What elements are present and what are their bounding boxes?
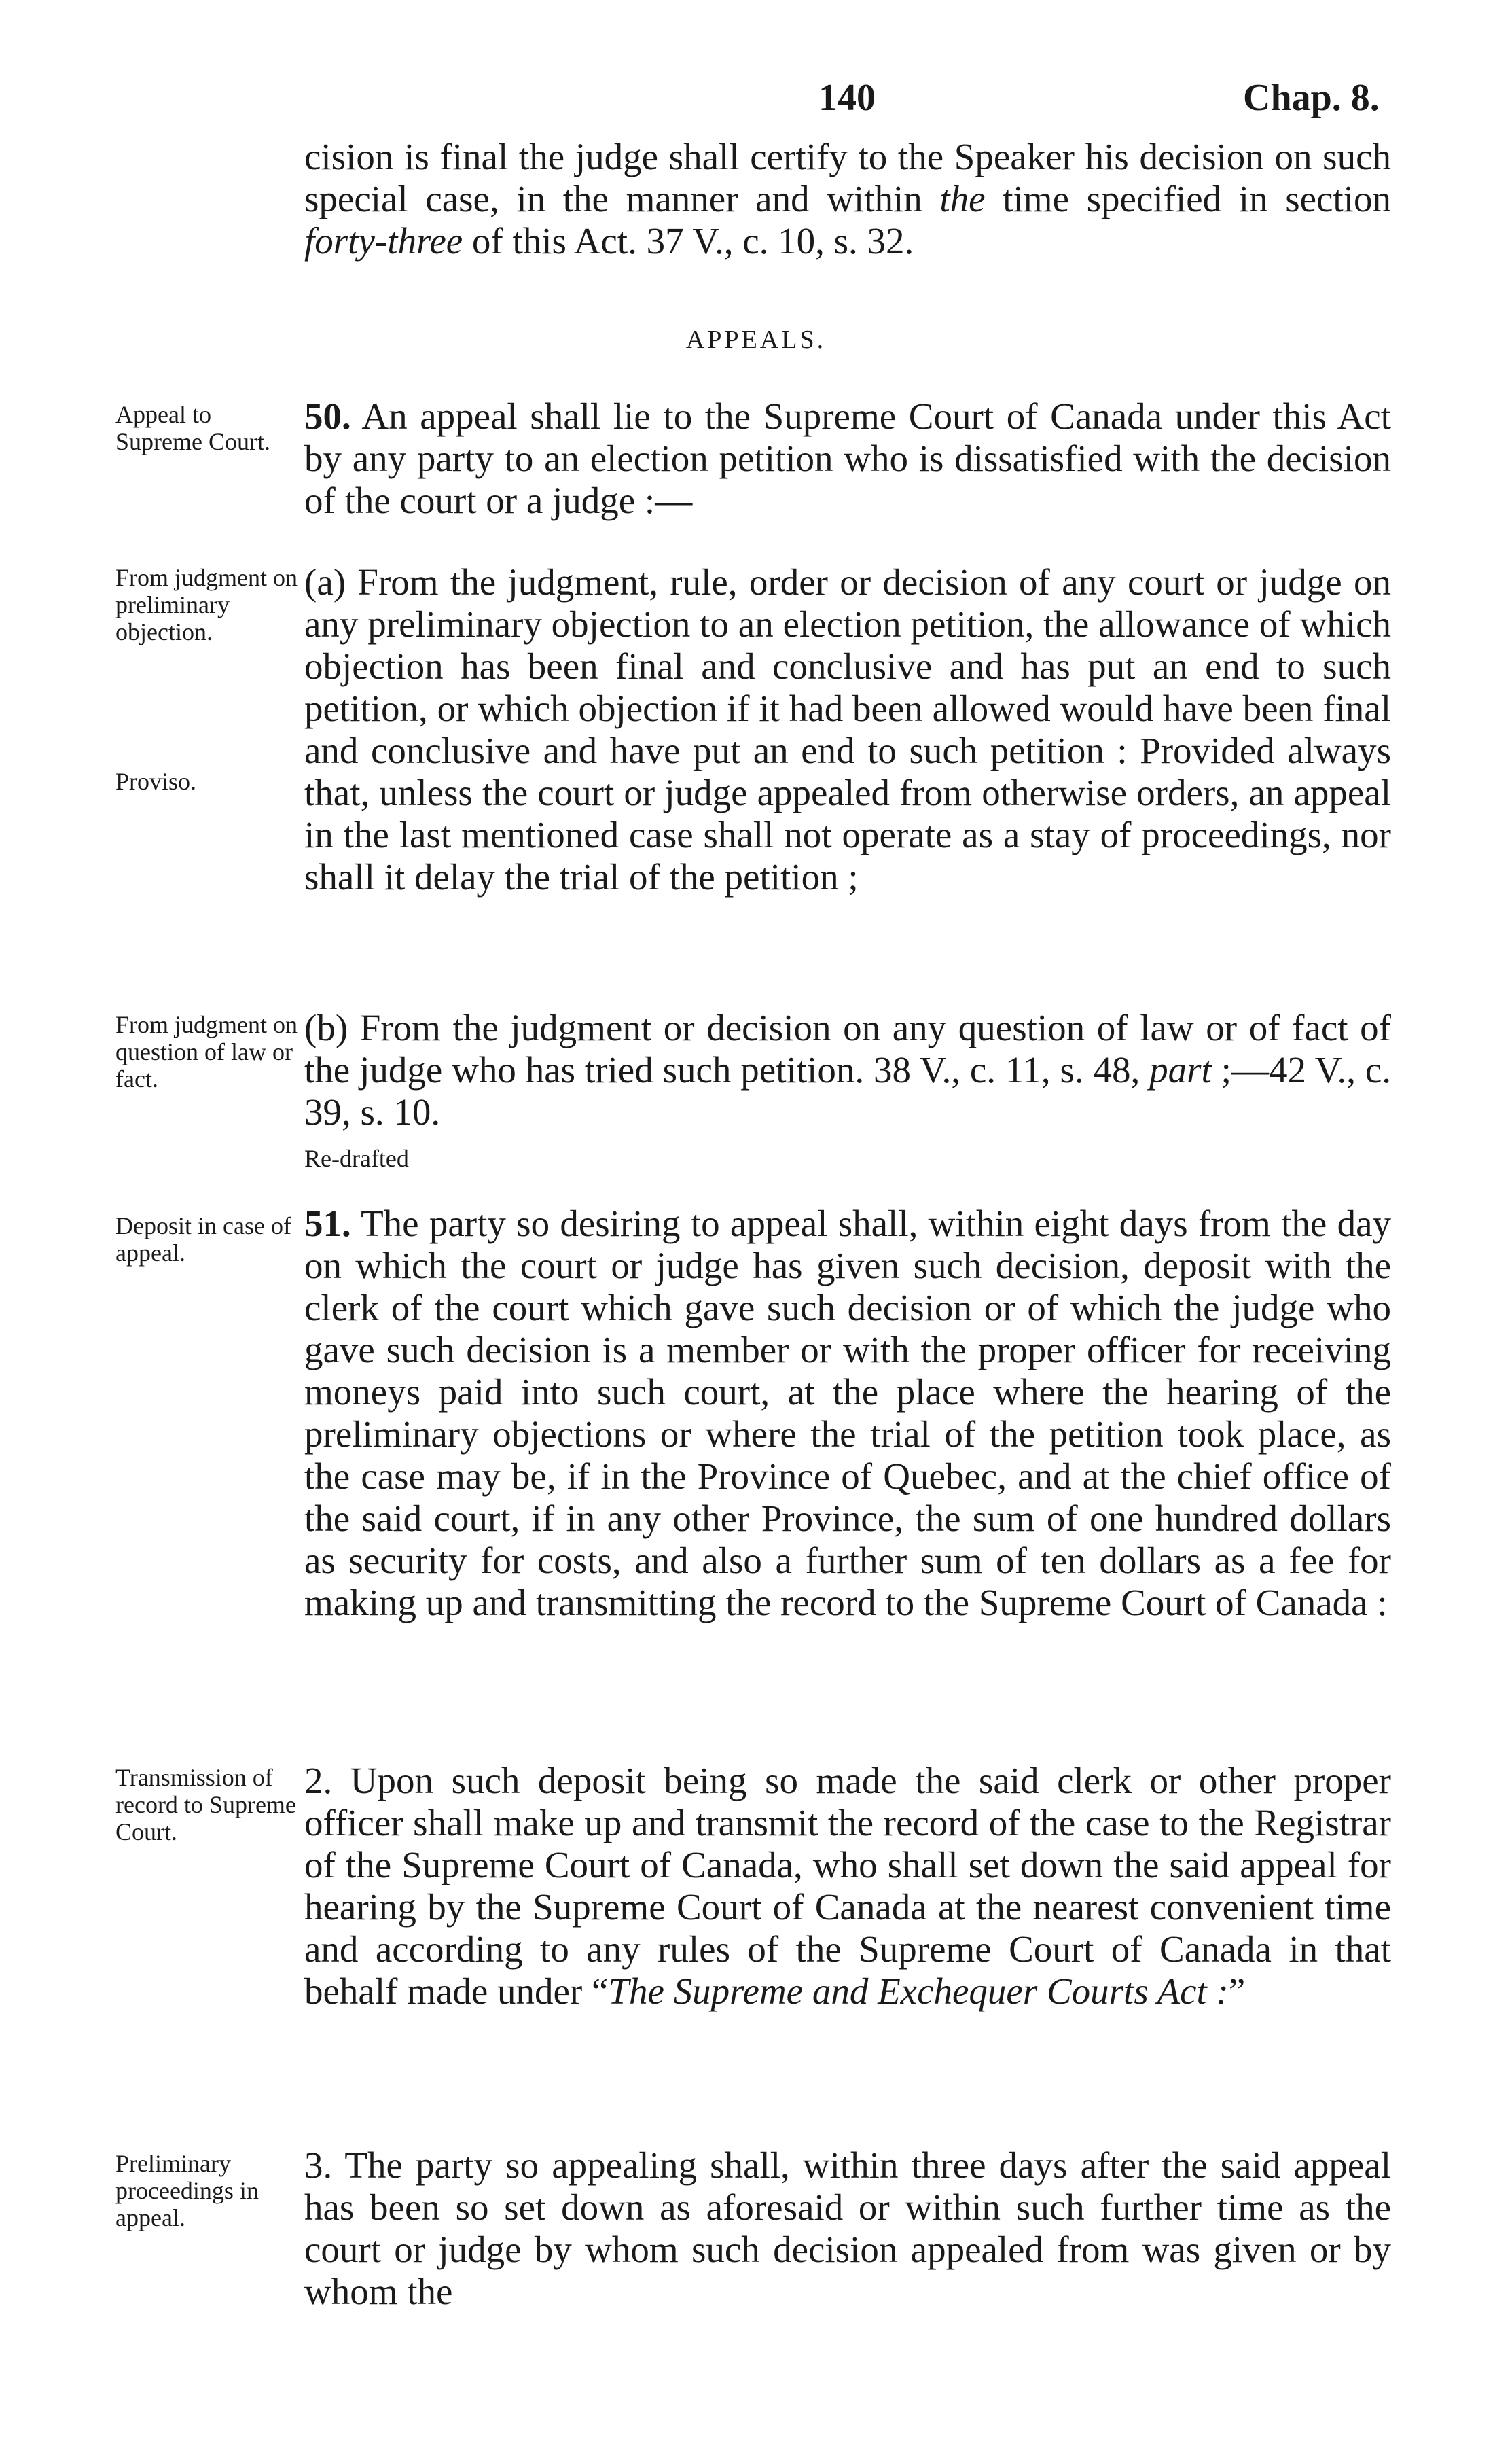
margin-note-from-judgment-question: From judgment on question of law or fact. xyxy=(115,1011,298,1093)
redrafted-note: Re-drafted xyxy=(304,1145,409,1172)
intro-text-c: of this Act. 37 V., c. 10, s. 32. xyxy=(463,220,914,262)
section-50-number: 50. xyxy=(304,395,351,437)
section-51-2-text-b: ” xyxy=(1228,1970,1246,2012)
section-51-2-text-a: 2. Upon such deposit being so made the said clerk or other proper officer shall make up and transmit the record of the case to the Registrar of the Supreme Court of Canada, who shall set down the said appeal for hearing by the Supreme Court of Canada at the nearest convenient time and according to any rules of the Supreme Court of Canada in that behalf made under “ xyxy=(304,1760,1391,2012)
section-50 xyxy=(304,395,1391,522)
section-51-text: The party so desiring to appeal shall, within eight days from the day on which the court or judge has given such decision, deposit with the clerk of the court which gave such decision or of which the judge who gave such decision is a member or with the proper officer for receiving moneys paid into such court, at the place where the hearing of the preliminary objections or where the trial of the petition took place, as the case may be, if in the Province of Quebec, and at the chief office of the said court, if in any other Province, the sum of one hundred dollars as security for costs, and also a further sum of ten dollars as a fee for making up and transmitting the record to the Supreme Court of Canada : xyxy=(304,1203,1391,1623)
section-50b xyxy=(304,1007,1391,1175)
section-50b-text-a: From the judgment or decision on any question of law or of fact of the judge who has tried such petition. 38 V., c. 11, s. 48, xyxy=(304,1007,1391,1091)
margin-note-appeal-to-supreme: Appeal to Supreme Court. xyxy=(115,401,270,455)
section-50a-text: From the judgment, rule, order or decision of any court or judge on any preliminary objection to an election petition, the allowance of which objection has been final and conclusive and has put an end to such petition, or which objection if it had been allowed would have been final and conclusive and have put an end to such petition : Provided always that, unless the court or judge appealed from otherwise orders, an appeal in the last mentioned case shall not operate as a stay of proceedings, nor shall it delay the trial of the petition ; xyxy=(304,561,1392,898)
section-51-subsection-2 xyxy=(304,1760,1391,2013)
section-50-text: An appeal shall lie to the Supreme Court of Canada under this Act by any party to an election petition who is dissatisfied with the decision of the court or a judge :— xyxy=(304,395,1391,521)
chapter-label: Chap. 8. xyxy=(1243,77,1380,119)
intro-text-b: time specified in section xyxy=(985,178,1391,219)
section-51 xyxy=(304,1203,1391,1624)
margin-note-preliminary-proceedings: Preliminary proceedings in appeal. xyxy=(115,2150,259,2231)
section-50a xyxy=(304,561,1391,898)
intro-text-em2: forty-three xyxy=(304,220,463,262)
margin-note-deposit: Deposit in case of appeal. xyxy=(115,1212,291,1267)
page-header xyxy=(0,76,1512,130)
margin-note-from-judgment-preliminary: From judgment on preliminary objection. xyxy=(115,564,298,645)
page-number: 140 xyxy=(818,77,876,119)
section-50a-label: (a) xyxy=(304,561,346,603)
section-50b-label: (b) xyxy=(304,1007,348,1048)
section-51-2-text-em: The Supreme and Exchequer Courts Act : xyxy=(608,1970,1229,2012)
margin-note-proviso: Proviso. xyxy=(115,768,197,795)
section-51-subsection-3 xyxy=(304,2144,1391,2313)
intro-text-a: cision is final the judge shall certify to the Speaker his decision on such special case, in the manner and within xyxy=(304,136,1391,219)
intro-paragraph xyxy=(304,136,1391,262)
section-50b-text-b: ;—42 V., c. 39, s. 10. xyxy=(304,1049,1392,1133)
intro-text-em1: the xyxy=(939,178,986,219)
section-51-number: 51. xyxy=(304,1203,351,1244)
section-51-3-text: 3. The party so appealing shall, within three days after the said appeal has been so set down as aforesaid or within such further time as the court or judge by whom such decision appealed from was given or by whom the xyxy=(304,2144,1391,2312)
section-50b-text-em: part xyxy=(1149,1049,1212,1091)
margin-note-transmission: Transmission of record to Supreme Court. xyxy=(115,1764,296,1845)
section-heading: APPEALS. xyxy=(685,325,827,354)
